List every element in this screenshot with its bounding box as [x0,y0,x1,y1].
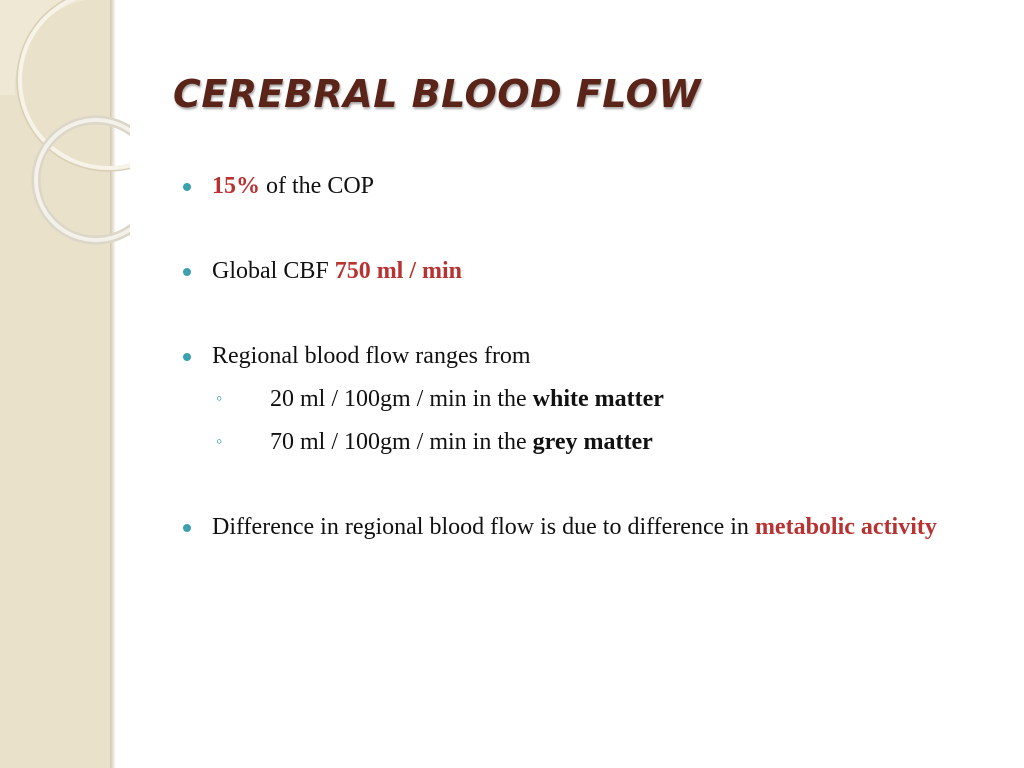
cop-percentage: 15% [212,173,260,199]
metabolic-activity: metabolic activity [754,514,937,540]
bullet-item-regional-flow [212,342,531,370]
global-cbf-label: Global CBF [212,258,335,284]
bullet-dot-icon [183,524,191,532]
global-cbf-value: 750 ml / min [334,258,463,284]
bullet-item-global-cbf [212,257,462,285]
sub-item-grey-matter [270,428,653,456]
sub-bullet-circle-icon: ◦ [216,431,223,451]
bullet-item-metabolic [212,510,992,544]
metabolic-text: Difference in regional blood flow is due to difference in [212,514,755,540]
slide-title: CEREBRAL BLOOD FLOW [173,72,701,116]
grey-matter-label: grey matter [532,429,653,455]
decorative-rings-icon [0,0,130,260]
bullet-dot-icon [183,183,191,191]
bullet-dot-icon [183,353,191,361]
cop-text: of the COP [260,173,374,199]
grey-matter-text: 70 ml / 100gm / min in the [270,429,533,455]
regional-flow-text: Regional blood flow ranges from [212,343,531,369]
white-matter-text: 20 ml / 100gm / min in the [270,386,533,412]
sub-item-white-matter [270,385,664,413]
bullet-item-cop [212,172,374,200]
white-matter-label: white matter [532,386,664,412]
bullet-dot-icon [183,268,191,276]
sub-bullet-circle-icon: ◦ [216,388,223,408]
